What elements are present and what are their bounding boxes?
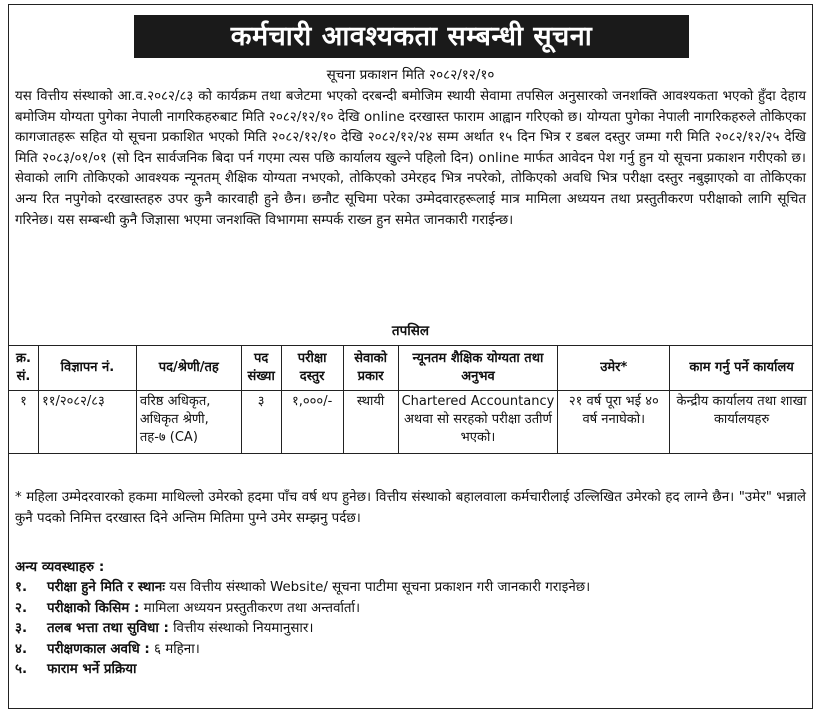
notice-page: [8, 4, 813, 709]
item-text: वित्तीय संस्थाको नियमानुसार।: [168, 621, 314, 637]
header-exam-fee: परीक्षा दस्तुर: [281, 346, 343, 391]
list-item: [15, 660, 806, 681]
item-body: [47, 578, 806, 599]
table-row: [9, 391, 814, 454]
cell-serial: १: [9, 391, 39, 454]
item-text: यस वित्तीय संस्थाको Website/ सूचना पाटीमा सूचना प्रकाशन गरी जानकारी गराइनेछ।: [164, 580, 591, 595]
item-label: तलब भत्ता तथा सुविधा :: [47, 621, 169, 637]
list-item: [15, 599, 806, 620]
intro-paragraph: यस वित्तीय संस्थाको आ.व.२०८२/८३ को कार्यक्रम तथा बजेटमा भएको दरबन्दी बमोजिम स्थायी सेवामा तपसिल अनुसारको जनशक्ति आवश्यकता भएको हुँदा देहाय बमोजिम योग्यता पुगेका नेपाली नागरिकहरुबाट मिति २०८२/१२/१० देखि online दरखास्त फाराम आह्वान गरिएको छ। योग्यता पुगेका नेपाली नागरिकहरुले तोकिएका कागजातहरू सहित यो सूचना प्रकाशित भएको मिति २०८२/१२/१० देखि २०८२/१२/२४ सम्म अर्थात १५ दिन भित्र र डबल दस्तुर जम्मा गरी मिति २०८२/१२/२५ देखि मिति २०८३/०१/०१ (सो दिन सार्वजनिक बिदा पर्न गएमा त्यस पछि कार्यालय खुल्ने पहिलो दिन) online मार्फत आवेदन पेश गर्नु हुन यो सूचना प्रकाशन गरीएको छ। सेवाको लागि तोकिएको आवश्यक न्यूनतम् शैक्षिक योग्यता नभएको, तोकिएको उमेरहद भित्र नपरेको, तोकिएको अवधि भित्र परीक्षा दस्तुर नबुझाएको वा तोकिएका अन्य रित नपुगेको दरखास्तहरु उपर कुनै कारवाही हुने छैन। छनौट सूचिमा परेका उम्मेदवारहरूलाई मात्र मामिला अध्ययन तथा प्रस्तुतीकरण परीक्षाको लागि सूचित गरिनेछ। यस सम्बन्धी कुनै जिज्ञासा भएमा जनशक्ति विभागमा सम्पर्क राख्न हुन समेत जानकारी गराईन्छ।: [15, 89, 806, 228]
header-serial: क्र. सं.: [9, 346, 39, 391]
cell-service-type: स्थायी: [343, 391, 398, 454]
list-item: [15, 619, 806, 640]
notice-title: कर्मचारी आवश्यकता सम्बन्धी सूचना: [134, 15, 689, 58]
list-item: [15, 640, 806, 661]
header-age: उमेर*: [558, 346, 670, 391]
cell-advertisement-no: ११/२०८२/८३: [38, 391, 136, 454]
item-text: ६ महिना।: [149, 641, 200, 657]
item-body: [47, 640, 806, 661]
other-arrangements-heading: अन्य व्यवस्थाहरु :: [15, 559, 105, 575]
item-text: मामिला अध्ययन प्रस्तुतीकरण तथा अन्तर्वार्ता।: [139, 600, 361, 616]
item-label: परीक्षणकाल अवधि :: [47, 641, 150, 657]
header-qualification: न्यूनतम शैक्षिक योग्यता तथा अनुभव: [398, 346, 558, 391]
header-post-level: पद/श्रेणी/तह: [136, 346, 241, 391]
item-label: परीक्षा हुने मिति र स्थानः: [47, 580, 165, 595]
item-body: [47, 599, 806, 620]
item-label: परीक्षाको किसिम :: [47, 600, 140, 616]
header-office: काम गर्नु पर्ने कार्यालय: [670, 346, 813, 391]
other-arrangements-list: [15, 578, 806, 681]
item-number: ३.: [15, 621, 28, 637]
tapasil-heading: तपसिल: [391, 323, 430, 339]
header-service-type: सेवाको प्रकार: [343, 346, 398, 391]
cell-age: २१ वर्ष पूरा भई ४० वर्ष ननाघेको।: [558, 391, 670, 454]
age-note: * महिला उम्मेदरवारको हकमा माथिल्लो उमेरको हदमा पाँच वर्ष थप हुनेछ। वित्तीय संस्थाको बहालवाला कर्मचारीलाई उल्लिखित उमेरको हद लाग्ने छैन। "उमेर" भन्नाले कुनै पदको निमित्त दरखास्त दिने अन्तिम मितिमा पुग्ने उमेर सम्झनु पर्दछ।: [15, 490, 806, 526]
item-number: २.: [15, 600, 28, 616]
item-label: फाराम भर्ने प्रक्रिया: [47, 662, 137, 678]
list-item: [15, 578, 806, 599]
vacancy-table: [8, 345, 813, 454]
item-number: ५.: [15, 662, 28, 678]
item-body: [47, 660, 806, 681]
cell-post-level: वरिष्ठ अधिकृत, अधिकृत श्रेणी, तह-७ (CA): [136, 391, 241, 454]
publication-date: सूचना प्रकाशन मिति २०८२/१२/१०: [326, 67, 495, 83]
item-number: १.: [15, 580, 28, 595]
table-header-row: [9, 346, 814, 391]
header-post-count: पद संख्या: [241, 346, 281, 391]
cell-post-count: ३: [241, 391, 281, 454]
cell-qualification: Chartered Accountancy अथवा सो सरहको परीक्षा उतीर्ण भएको।: [398, 391, 558, 454]
cell-exam-fee: १,०००/-: [281, 391, 343, 454]
header-advertisement-no: विज्ञापन नं.: [38, 346, 136, 391]
item-body: [47, 619, 806, 640]
cell-office: केन्द्रीय कार्यालय तथा शाखा कार्यालयहरु: [670, 391, 813, 454]
item-number: ४.: [15, 641, 28, 657]
